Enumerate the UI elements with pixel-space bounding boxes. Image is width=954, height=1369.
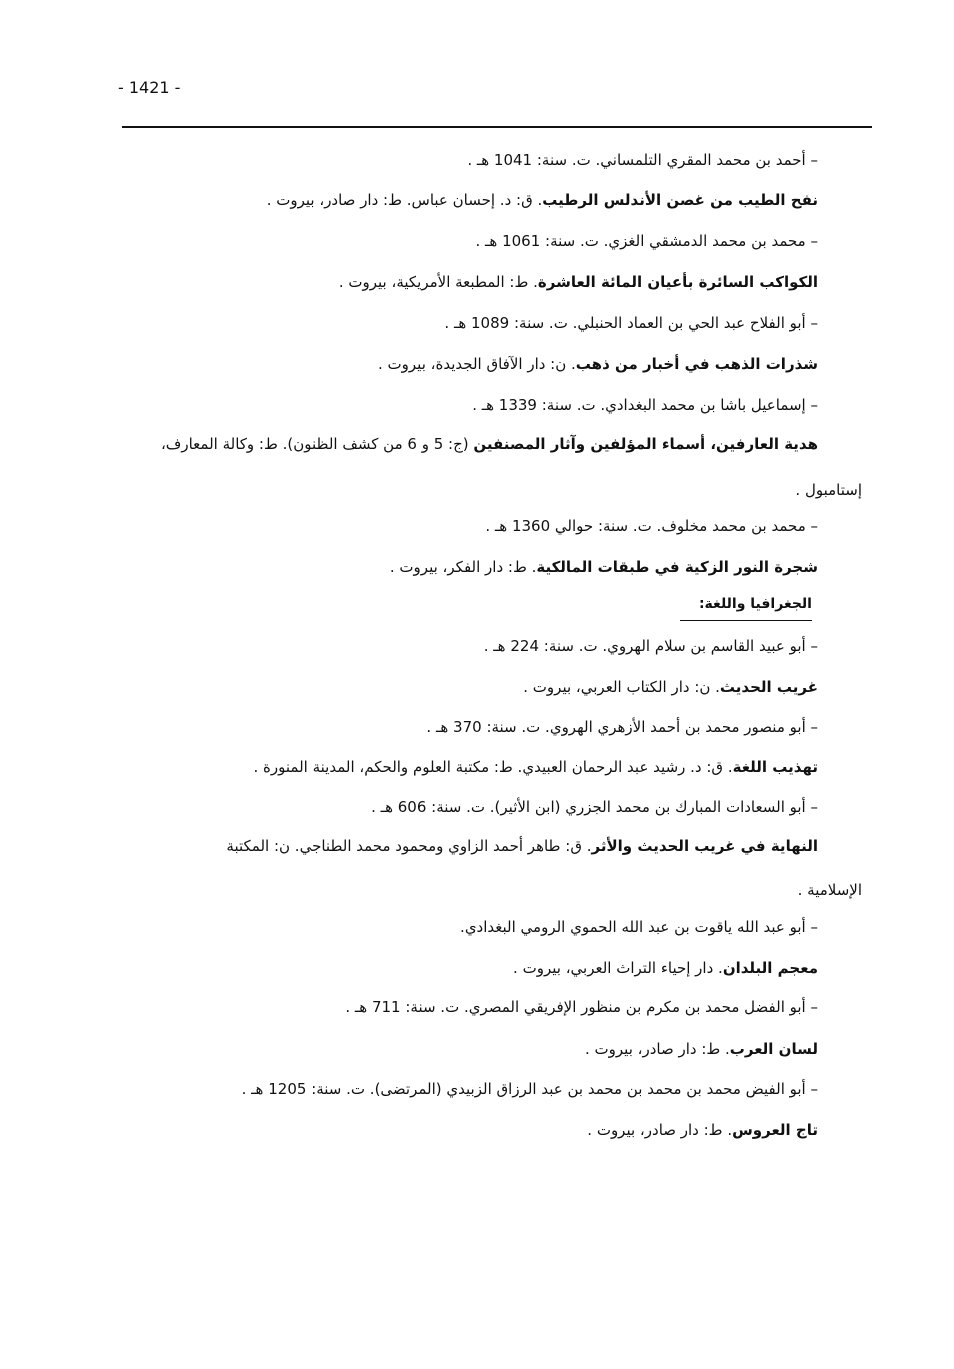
book-details: . ط: دار الفكر، بيروت . bbox=[389, 558, 537, 576]
author-line-4: – إسماعيل باشا بن محمد البغدادي. ت. سنة: 1339 هـ . bbox=[472, 396, 818, 414]
author-line-3: – أبو الفلاح عبد الحي بن العماد الحنبلي. ت. سنة: 1089 هـ . bbox=[444, 314, 818, 332]
book-line-8 bbox=[226, 836, 818, 856]
author-line-2: – محمد بن محمد الدمشقي الغزي. ت. سنة: 1061 هـ . bbox=[475, 232, 818, 250]
section-heading-underline bbox=[680, 620, 812, 621]
book-title: معجم البلدان bbox=[722, 959, 818, 977]
book-title: تاج العروس bbox=[732, 1121, 818, 1139]
author-line-9: – أبو عبد الله ياقوت بن عبد الله الحموي الرومي البغدادي. bbox=[460, 918, 818, 936]
book-line-7 bbox=[254, 757, 818, 777]
book-line-9 bbox=[513, 958, 818, 978]
book-title: غريب الحديث bbox=[719, 678, 818, 696]
author-line-7: – أبو منصور محمد بن أحمد الأزهري الهروي. ت. سنة: 370 هـ . bbox=[426, 718, 818, 736]
book-title: نفح الطيب من غصن الأندلس الرطيب bbox=[542, 191, 818, 209]
continuation-line: إستامبول . bbox=[795, 481, 862, 499]
book-title: شذرات الذهب في أخبار من ذهب bbox=[575, 355, 818, 373]
book-line-4 bbox=[161, 434, 818, 454]
book-title: النهاية في غريب الحديث والأثر bbox=[591, 837, 818, 855]
book-details: (ج: 5 و 6 من كشف الظنون). ط: وكالة المعارف، bbox=[160, 435, 474, 453]
header-rule bbox=[122, 126, 872, 128]
book-details: . ط: المطبعة الأمريكية، بيروت . bbox=[338, 273, 538, 291]
book-title: هدية العارفين، أسماء المؤلفين وآثار المصنفين bbox=[473, 435, 818, 453]
book-details: . ط: دار صادر، بيروت . bbox=[584, 1040, 730, 1058]
book-line-2 bbox=[339, 272, 818, 292]
book-title: شجرة النور الزكية في طبقات المالكية bbox=[536, 558, 818, 576]
author-line-8: – أبو السعادات المبارك بن محمد الجزري (ابن الأثير). ت. سنة: 606 هـ . bbox=[371, 798, 818, 816]
page-number: - 1421 - bbox=[118, 78, 181, 97]
book-line-5 bbox=[390, 557, 818, 577]
book-details: . ن: دار الكتاب العربي، بيروت . bbox=[523, 678, 720, 696]
book-line-1 bbox=[267, 190, 818, 210]
book-details: . ق: د. رشيد عبد الرحمان العبيدي. ط: مكتبة العلوم والحكم، المدينة المنورة . bbox=[253, 758, 733, 776]
author-line-10: – أبو الفضل محمد بن مكرم بن منظور الإفريقي المصري. ت. سنة: 711 هـ . bbox=[345, 998, 818, 1016]
book-details: . ق: طاهر أحمد الزاوي ومحمود محمد الطناجي. ن: المكتبة bbox=[226, 837, 592, 855]
book-details: . ط: دار صادر، بيروت . bbox=[587, 1121, 733, 1139]
author-line-6: – أبو عبيد القاسم بن سلام الهروي. ت. سنة: 224 هـ . bbox=[483, 637, 818, 655]
book-title: لسان العرب bbox=[729, 1040, 818, 1058]
book-title: الكواكب السائرة بأعيان المائة العاشرة bbox=[537, 273, 818, 291]
book-title: تهذيب اللغة bbox=[732, 758, 818, 776]
book-details: . دار إحياء التراث العربي، بيروت . bbox=[513, 959, 723, 977]
book-line-10 bbox=[585, 1039, 818, 1059]
book-line-6 bbox=[523, 677, 818, 697]
section-heading: الجغرافيا واللغة: bbox=[698, 596, 812, 612]
book-details: . ق: د. إحسان عباس. ط: دار صادر، بيروت . bbox=[266, 191, 543, 209]
book-line-3 bbox=[378, 354, 818, 374]
continuation-line: الإسلامية . bbox=[797, 881, 862, 899]
book-details: . ن: دار الآفاق الجديدة، بيروت . bbox=[378, 355, 576, 373]
author-line-5: – محمد بن محمد مخلوف. ت. سنة: حوالي 1360 هـ . bbox=[485, 517, 818, 535]
book-line-11 bbox=[587, 1120, 818, 1140]
author-line-11: – أبو الفيض محمد بن محمد بن محمد بن عبد الرزاق الزبيدي (المرتضى). ت. سنة: 1205 هـ . bbox=[241, 1080, 818, 1098]
author-line-1: – أحمد بن محمد المقري التلمساني. ت. سنة: 1041 هـ . bbox=[467, 151, 818, 169]
